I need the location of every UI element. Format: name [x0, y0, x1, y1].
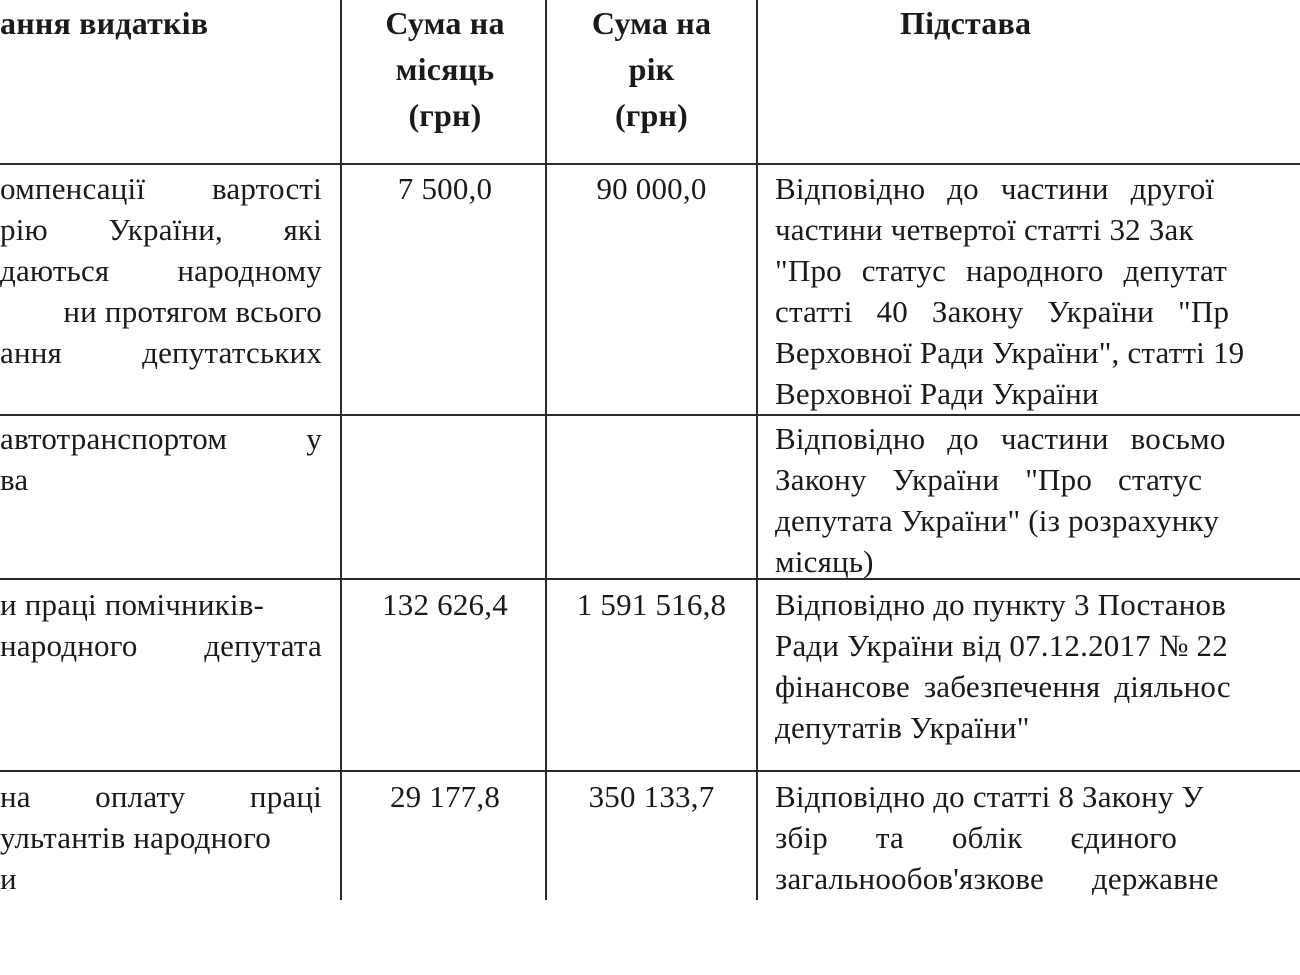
header-sum-year: Сума на рік (грн) [591, 5, 712, 133]
table-row-4-month: 29 177,8 [389, 779, 501, 814]
table-row-3-year: 1 591 516,8 [576, 587, 727, 622]
table-row-4-name: на оплату праці ультантів народного и [0, 779, 322, 896]
row-divider [0, 163, 1300, 165]
table-row-1-name: омпенсації вартості рію України, які даються народному ни протягом всього ання депутатських [0, 171, 322, 370]
column-divider [756, 0, 758, 900]
table-row-4-year: 350 133,7 [588, 779, 715, 814]
table-row-4-basis: Відповідно до статті 8 Закону У збір та облік єдиного загальнообов'язкове державне [775, 779, 1219, 896]
column-divider [545, 0, 547, 900]
table-row-3-month: 132 626,4 [382, 587, 508, 622]
table-row-2-name: автотранспортом у ва [0, 421, 322, 497]
table-row-2-basis: Відповідно до частини восьмо Закону України "Про статус депутата України" (із розрахунку місяць) [775, 421, 1226, 579]
table-row-3-name: и праці помічників- народного депутата [0, 587, 322, 663]
row-divider [0, 414, 1300, 416]
row-divider [0, 770, 1300, 772]
column-divider [340, 0, 342, 900]
header-expense-name: ання видатків [0, 5, 209, 41]
table-row-1-month: 7 500,0 [397, 171, 493, 206]
header-sum-month: Сума на місяць (грн) [385, 5, 505, 133]
table-row-3-basis: Відповідно до пункту 3 Постанов Ради України від 07.12.2017 № 22 фінансове забезпечення діяльнос депутатів України" [775, 587, 1231, 745]
table-row-1-basis: Відповідно до частини другої частини четвертої статті 32 Зак "Про статус народного депутат статті 40 Закону України "Пр Верховної Ради України", статті 19 Верховної Ради України [775, 171, 1245, 411]
header-basis: Підстава [900, 5, 1032, 41]
table-row-1-year: 90 000,0 [596, 171, 707, 206]
